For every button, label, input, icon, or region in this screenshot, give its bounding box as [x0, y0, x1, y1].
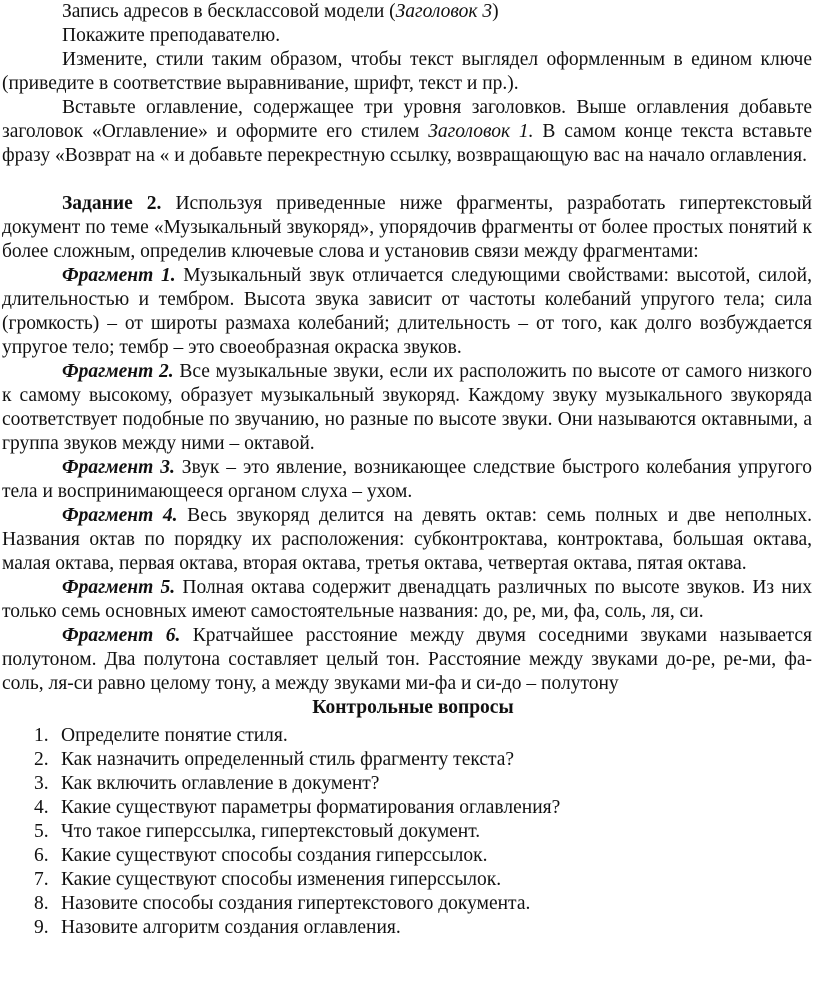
intro-line-1-text: Запись адресов в бесклассовой модели (	[62, 1, 396, 22]
style-name-heading-3: Заголовок 3	[395, 1, 493, 22]
fragment-5-label: Фрагмент 5.	[62, 577, 176, 598]
list-item-text: Какие существуют способы изменения гиперссылок.	[61, 869, 502, 890]
style-name-heading-1: Заголовок 1.	[428, 121, 534, 142]
list-item-text: Определите понятие стиля.	[61, 725, 288, 746]
fragment-6-label: Фрагмент 6.	[62, 625, 181, 646]
list-item-number: 2.	[34, 749, 49, 770]
list-item	[0, 748, 816, 772]
fragment-1-label: Фрагмент 1.	[62, 265, 176, 286]
fragment-2-label: Фрагмент 2.	[62, 361, 174, 382]
fragment-4	[0, 504, 816, 576]
task-2-label: Задание 2.	[62, 193, 162, 214]
fragment-3	[0, 456, 816, 504]
fragment-1-text: Музыкальный звук отличается следующими свойствами: высотой, силой, длительностью и тембром. Высота звука зависит от частоты колебаний упругого тела; сила (громкость) – от широты размаха колебаний; длительность – от того, как долго возбуждается упругое тело; тембр – это своеобразная окраска звуков.	[2, 265, 812, 358]
control-questions-heading: Контрольные вопросы	[312, 697, 514, 718]
intro-line-3: Измените, стили таким образом, чтобы текст выглядел оформленным в едином ключе (приведите в соответствие выравнивание, шрифт, текст и пр.).	[2, 49, 812, 94]
task-2-paragraph	[0, 192, 816, 264]
list-item-number: 6.	[34, 845, 49, 866]
list-item-text: Какие существуют параметры форматирования оглавления?	[61, 797, 561, 818]
fragment-4-label: Фрагмент 4.	[62, 505, 178, 526]
intro-line-4-end: В самом конце текста вставьте фразу «Возврат на « и добавьте перекрестную ссылку, возвращающую вас на начало оглавления.	[2, 121, 812, 166]
list-item	[0, 724, 816, 748]
control-questions-list	[0, 724, 816, 940]
list-item-text: Назовите алгоритм создания оглавления.	[61, 917, 401, 938]
list-item	[0, 796, 816, 820]
list-item	[0, 916, 816, 940]
fragment-3-label: Фрагмент 3.	[62, 457, 175, 478]
intro-line-4	[0, 96, 816, 168]
task-2-text: Используя приведенные ниже фрагменты, разработать гипертекстовый документ по теме «Музыкальный звукоряд», упорядочив фрагменты от более простых понятий к более сложным, определив ключевые слова и установив связи между фрагментами:	[2, 193, 812, 262]
intro-line-2: Покажите преподавателю.	[62, 25, 281, 46]
fragment-3-text: Звук – это явление, возникающее следствие быстрого колебания упругого тела и воспринимающееся органом слуха – ухом.	[2, 457, 812, 502]
intro-line-1-end: )	[492, 1, 499, 22]
list-item-number: 9.	[34, 917, 49, 938]
list-item-number: 3.	[34, 773, 49, 794]
list-item-number: 8.	[34, 893, 49, 914]
fragment-2-text: Все музыкальные звуки, если их расположить по высоте от самого низкого к самому высокому, образует музыкальный звукоряд. Каждому звуку музыкального звукоряда соответствует подобные по звучанию, но разные по высоте звуки. Они называются октавными, а группа звуков между ними – октавой.	[2, 361, 812, 454]
list-item-text: Как назначить определенный стиль фрагменту текста?	[61, 749, 515, 770]
list-item-number: 7.	[34, 869, 49, 890]
list-item-number: 4.	[34, 797, 49, 818]
fragment-4-text: Весь звукоряд делится на девять октав: семь полных и две неполных. Названия октав по порядку их расположения: субконтроктава, контроктава, большая октава, малая октава, первая октава, вторая октава, третья октава, четвертая октава, пятая октава.	[2, 505, 812, 574]
list-item	[0, 820, 816, 844]
fragment-6-text: Кратчайшее расстояние между двумя соседними звуками называется полутоном. Два полутона составляет целый тон. Расстояние между звуками до-ре, ре-ми, фа-соль, ля-си равно целому тону, а между звуками ми-фа и си-до – полутону	[2, 625, 812, 694]
intro-line-1	[0, 0, 816, 24]
fragment-6	[0, 624, 816, 696]
fragment-2	[0, 360, 816, 456]
list-item-text: Что такое гиперссылка, гипертекстовый документ.	[61, 821, 481, 842]
list-item	[0, 772, 816, 796]
list-item-number: 1.	[34, 725, 49, 746]
fragment-5	[0, 576, 816, 624]
list-item	[0, 868, 816, 892]
fragment-5-text: Полная октава содержит двенадцать различных по высоте звуков. Из них только семь основных имеют самостоятельные названия: до, ре, ми, фа, соль, ля, си.	[2, 577, 812, 622]
list-item-text: Какие существуют способы создания гиперссылок.	[61, 845, 488, 866]
fragment-1	[0, 264, 816, 360]
list-item	[0, 892, 816, 916]
list-item-number: 5.	[34, 821, 49, 842]
list-item	[0, 844, 816, 868]
list-item-text: Как включить оглавление в документ?	[61, 773, 380, 794]
list-item-text: Назовите способы создания гипертекстового документа.	[61, 893, 531, 914]
intro-line-4-text: Вставьте оглавление, содержащее три уровня заголовков. Выше оглавления добавьте заголовок «Оглавление» и оформите его стилем	[2, 97, 812, 142]
